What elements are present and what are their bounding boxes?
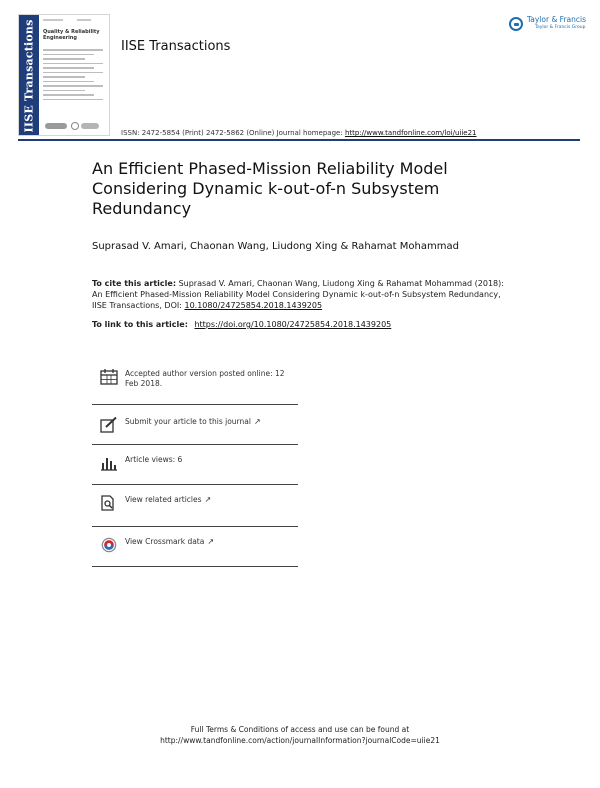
journal-cover-thumbnail (18, 14, 110, 136)
calendar-icon (100, 369, 118, 385)
citation-text: Suprasad V. Amari, Chaonan Wang, Liudong Xing & Rahamat Mohammad (2018): An Efficient Phased-Mission Reliability Model Considering Dynamic k-out-of-n Subsystem Redundancy, IISE Transactions, DOI: (92, 279, 504, 310)
citation-block (92, 278, 512, 311)
crossmark-link[interactable]: View Crossmark data ↗ (125, 537, 215, 546)
related-articles-item[interactable] (92, 485, 298, 527)
cover-society-seal (71, 122, 79, 130)
cover-subtitle: Quality & Reliability Engineering (43, 29, 100, 41)
doi-link[interactable]: 10.1080/24725854.2018.1439205 (184, 301, 323, 310)
article-title: An Efficient Phased-Mission Reliability Model Considering Dynamic k-out-of-n Subsystem Redundancy (92, 159, 448, 218)
citation-label: To cite this article: (92, 279, 177, 288)
publisher-logo[interactable] (509, 16, 586, 32)
edit-icon (100, 417, 118, 433)
crossmark-item[interactable] (92, 527, 298, 567)
cover-decoration (43, 19, 63, 21)
terms-footer (0, 724, 600, 746)
crossmark-icon (100, 537, 118, 553)
accepted-date-text: Accepted author version posted online: 12 Feb 2018. (125, 369, 285, 388)
terms-text: Full Terms & Conditions of access and use can be found at (190, 725, 410, 734)
publisher-logo-icon (509, 17, 523, 31)
cover-spine-title: IISE Transactions (22, 19, 36, 133)
issn-line (121, 129, 477, 137)
submit-article-link[interactable]: Submit your article to this journal ↗ (125, 417, 261, 426)
cover-publisher-logo (45, 123, 67, 129)
article-views-text: Article views: 6 (125, 455, 183, 464)
external-link-icon: ↗ (207, 537, 215, 546)
article-link-block (92, 320, 391, 329)
accepted-date-item (92, 357, 298, 405)
article-authors: Suprasad V. Amari, Chaonan Wang, Liudong Xing & Rahamat Mohammad (92, 241, 459, 252)
issn-text: ISSN: 2472-5854 (Print) 2472-5862 (Online) Journal homepage: (121, 129, 343, 137)
external-link-icon: ↗ (253, 417, 261, 426)
header-divider (18, 139, 580, 141)
article-link-label: To link to this article: (92, 320, 188, 329)
article-doi-url[interactable]: https://doi.org/10.1080/24725854.2018.1439205 (194, 320, 392, 329)
article-meta-list (92, 357, 298, 567)
terms-url[interactable]: http://www.tandfonline.com/action/journalInformation?journalCode=uiie21 (160, 736, 440, 745)
publisher-tagline: Taylor & Francis Group (534, 25, 586, 30)
bar-chart-icon (100, 455, 118, 471)
publisher-name: Taylor & Francis (526, 15, 586, 24)
external-link-icon: ↗ (204, 495, 212, 504)
cover-society-logo (81, 123, 99, 129)
cover-decoration (77, 19, 91, 21)
cover-spine (19, 15, 39, 135)
cover-contents-lines (43, 49, 103, 103)
journal-homepage-link[interactable]: http://www.tandfonline.com/loi/uiie21 (344, 129, 477, 137)
related-search-icon (100, 495, 118, 511)
submit-article-item[interactable] (92, 405, 298, 445)
article-views-item (92, 445, 298, 485)
related-articles-link[interactable]: View related articles ↗ (125, 495, 212, 504)
journal-name: IISE Transactions (121, 39, 231, 54)
